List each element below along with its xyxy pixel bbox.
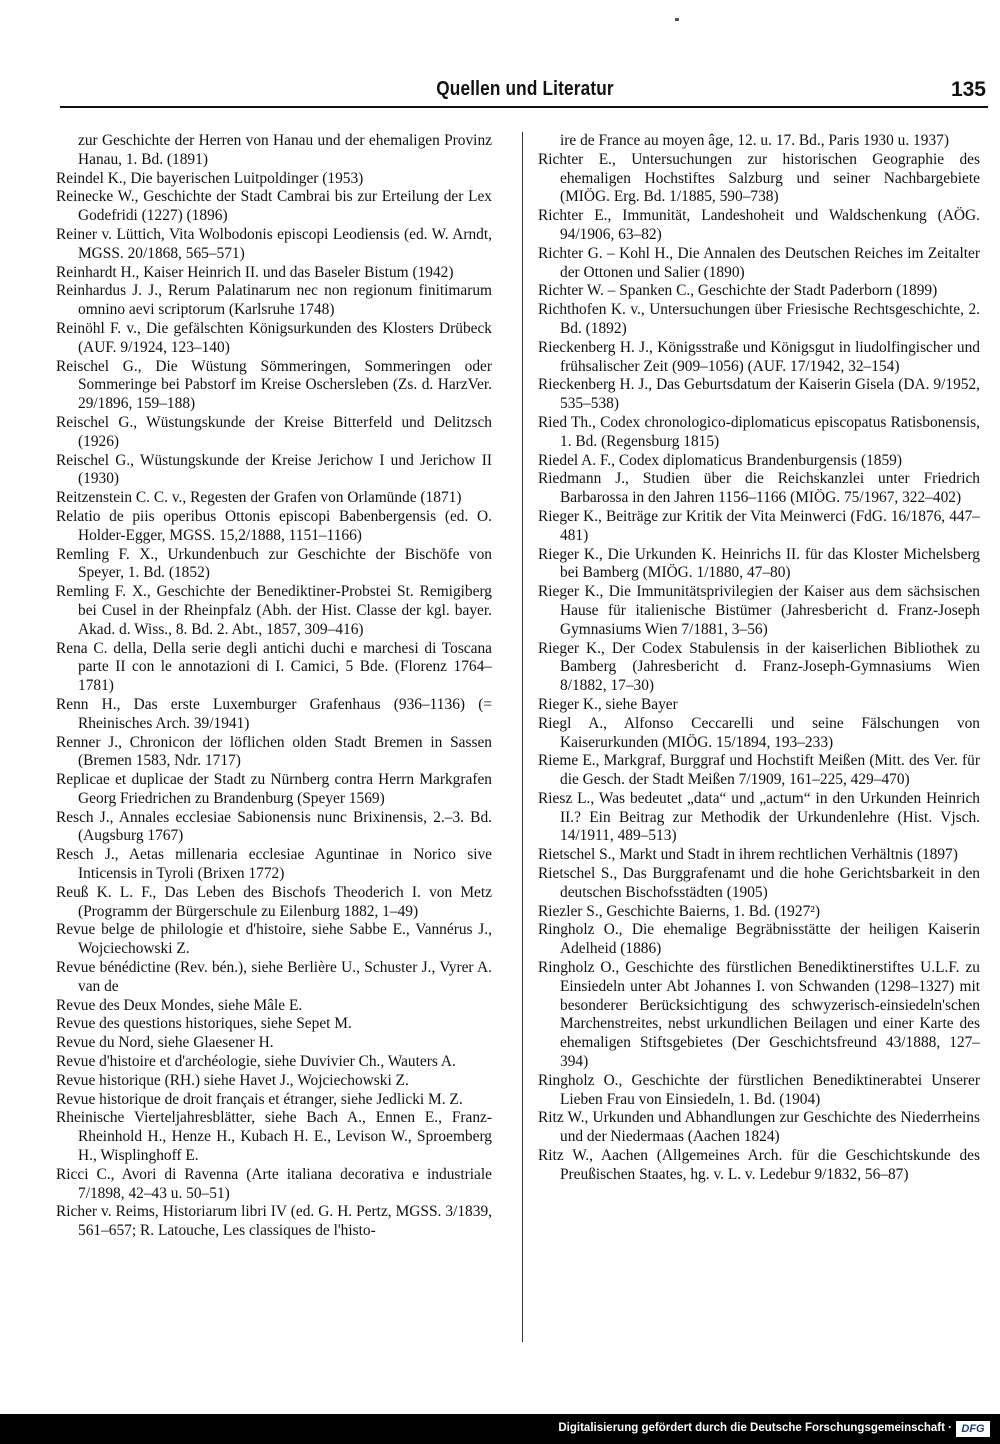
column-divider [522, 132, 523, 1342]
bibliography-entry: Revue du Nord, siehe Glaesener H. [56, 1034, 274, 1052]
bibliography-entry: Revue des questions historiques, siehe Sepet M. [56, 1015, 352, 1033]
bibliography-entry: Resch J., Aetas millenaria ecclesiae Aguntinae in Norico sive Inticensis in Tyroli (Brixen 1772) [56, 846, 492, 883]
bibliography-entry: Replicae et duplicae der Stadt zu Nürnberg contra Herrn Markgrafen Georg Friedrichen zu Brandenburg (Speyer 1569) [56, 771, 492, 807]
bibliography-entry: Rietschel S., Das Burggrafenamt und die hohe Gerichtsbarkeit in den deutschen Bischofsstädten (1905) [538, 865, 980, 901]
running-header [62, 78, 988, 106]
left-column [56, 132, 492, 1241]
bibliography-entry: Riedel A. F., Codex diplomaticus Brandenburgensis (1859) [538, 451, 902, 469]
bibliography-entry: Resch J., Annales ecclesiae Sabionensis nunc Brixinensis, 2.–3. Bd. (Augsburg 1767) [56, 808, 492, 845]
bibliography-entry: Reiner v. Lüttich, Vita Wolbodonis episcopi Leodiensis (ed. W. Arndt, MGSS. 20/1868, 565–571) [56, 225, 492, 262]
bibliography-entry: Reischel G., Wüstungskunde der Kreise Jerichow I und Jerichow II (1930) [56, 451, 492, 488]
bibliography-entry: Ringholz O., Geschichte der fürstlichen Benediktinerabtei Unserer Lieben Frau von Einsiedeln, 1. Bd. (1904) [538, 1071, 980, 1108]
bibliography-entry: Reischel G., Wüstungskunde der Kreise Bitterfeld und Delitzsch (1926) [56, 413, 492, 450]
bibliography-entry: Remling F. X., Urkundenbuch zur Geschichte der Bischöfe von Speyer, 1. Bd. (1852) [56, 545, 492, 582]
bibliography-entry: Rieger K., Der Codex Stabulensis in der kaiserlichen Bibliothek zu Bamberg (Jahresbericht d. Franz-Joseph-Gymnasiums Wien 8/1882, 17–30) [538, 639, 980, 695]
bibliography-entry: Richter W. – Spanken C., Geschichte der Stadt Paderborn (1899) [538, 282, 938, 300]
bibliography-entry: Rieger K., Die Immunitätsprivilegien der Kaiser aus dem sächsischen Hause für italienische Bistümer (Jahresbericht d. Franz-Joseph Gymnasiums Wien 7/1881, 3–56) [538, 583, 980, 638]
bibliography-entry: Rheinische Vierteljahresblätter, siehe Bach A., Ennen E., Franz-Rheinhold H., Henze H., Kubach H. E., Levison W., Sproemberg H., Wisplinghoff E. [56, 1109, 492, 1165]
bibliography-entry-continued: ire de France au moyen âge, 12. u. 17. Bd., Paris 1930 u. 1937) [560, 132, 949, 149]
bibliography-entry: Riezler S., Geschichte Baierns, 1. Bd. (1927²) [538, 902, 821, 920]
bibliography-entry: Revue historique de droit français et étranger, siehe Jedlicki M. Z. [56, 1090, 463, 1108]
scan-speck [675, 18, 679, 21]
bibliography-entry: Rena C. della, Della serie degli antichi duchi e marchesi di Toscana parte II con le annotazioni di I. Camici, 5 Bde. (Florenz 1764–1781) [56, 639, 492, 695]
bibliography-entry: Ringholz O., Geschichte des fürstlichen Benediktinerstiftes U.L.F. zu Einsiedeln unter Abt Johannes I. von Schwanden (1298–1327) mit besonderer Berücksichtigung des schwyzerisch-einsiedeln'schen Marchenstreites, nebst urkundlichen Beilagen und einer Karte des ehemaligen Stiftsgebietes (Der Geschichtsfreund 43/1888, 127–394) [538, 959, 980, 1071]
bibliography-entry: Revue des Deux Mondes, siehe Mâle E. [56, 996, 303, 1014]
bibliography-entry: Reischel G., Die Wüstung Sömmeringen, Sommeringen oder Sommeringe bei Pabstorf im Kreise Oschersleben (Zs. d. HarzVer. 29/1896, 159–188) [56, 357, 492, 413]
bibliography-entry: Riedmann J., Studien über die Reichskanzlei unter Friedrich Barbarossa in den Jahren 1156–1166 (MIÖG. 75/1967, 322–402) [538, 470, 980, 507]
dfg-logo: DFG [956, 1421, 990, 1437]
bibliography-entry: Ringholz O., Die ehemalige Begräbnisstätte der heiligen Kaiserin Adelheid (1886) [538, 921, 980, 958]
bibliography-entry: Reuß K. L. F., Das Leben des Bischofs Theoderich I. von Metz (Programm der Bürgerschule zu Eilenburg 1882, 1–49) [56, 883, 492, 920]
bibliography-entry: Revue historique (RH.) siehe Havet J., Wojciechowski Z. [56, 1071, 409, 1089]
bibliography-entry: Rieckenberg H. J., Das Geburtsdatum der Kaiserin Gisela (DA. 9/1952, 535–538) [538, 376, 980, 413]
bibliography-entry: Rieger K., siehe Bayer [538, 695, 678, 713]
page-title: Quellen und Literatur [436, 78, 614, 100]
bibliography-entry: Reinhardt H., Kaiser Heinrich II. und das Baseler Bistum (1942) [56, 263, 454, 281]
bibliography-entry: Ried Th., Codex chronologico-diplomaticus episcopatus Ratisbonensis, 1. Bd. (Regensburg 1815) [538, 413, 980, 450]
bibliography-entry: Rieckenberg H. J., Königsstraße und Königsgut in liudolfingischer und frühsalischer Zeit (909–1056) (AUF. 17/1942, 32–154) [538, 338, 980, 375]
bibliography-entry: Ricci C., Avori di Ravenna (Arte italiana decorativa e industriale 7/1898, 42–43 u. 50–51) [56, 1165, 492, 1202]
bibliography-entry: Richter E., Immunität, Landeshoheit und Waldschenkung (AÖG. 94/1906, 63–82) [538, 207, 980, 243]
funding-note: Digitalisierung gefördert durch die Deutsche Forschungsgemeinschaft · [558, 1422, 952, 1434]
bibliography-entry: Renn H., Das erste Luxemburger Grafenhaus (936–1136) (= Rheinisches Arch. 39/1941) [56, 695, 492, 732]
bibliography-entry: Remling F. X., Geschichte der Benediktiner-Probstei St. Remigiberg bei Cusel in der Rheinpfalz (Abh. der Hist. Classe der kgl. bayer. Akad. d. Wiss., 8. Bd. 2. Abt., 1857, 309–416) [56, 583, 492, 638]
bibliography-entry: Reindel K., Die bayerischen Luitpoldinger (1953) [56, 169, 364, 187]
bibliography-entry: Rietschel S., Markt und Stadt in ihrem rechtlichen Verhältnis (1897) [538, 846, 958, 864]
footer-bar [0, 1414, 1000, 1444]
bibliography-entry: Reitzenstein C. C. v., Regesten der Grafen von Orlamünde (1871) [56, 489, 462, 507]
bibliography-entry: Reinecke W., Geschichte der Stadt Cambrai bis zur Erteilung der Lex Godefridi (1227) (1896) [56, 188, 492, 225]
bibliography-entry: Revue bénédictine (Rev. bén.), siehe Berlière U., Schuster J., Vyrer A. van de [56, 959, 492, 995]
bibliography-entry: Relatio de piis operibus Ottonis episcopi Babenbergensis (ed. O. Holder-Egger, MGSS. 15,2/1888, 1151–1166) [56, 507, 492, 544]
bibliography-entry: Reinöhl F. v., Die gefälschten Königsurkunden des Klosters Drübeck (AUF. 9/1924, 123–140) [56, 319, 492, 356]
bibliography-entry: Reinhardus J. J., Rerum Palatinarum nec non regionum finitimarum omnino aevi scriptorum (Karlsruhe 1748) [56, 282, 492, 319]
bibliography-entry: Richter G. – Kohl H., Die Annalen des Deutschen Reiches im Zeitalter der Ottonen und Salier (1890) [538, 244, 980, 281]
bibliography-entry-continued: zur Geschichte der Herren von Hanau und der ehemaligen Provinz Hanau, 1. Bd. (1891) [78, 132, 492, 168]
bibliography-entry: Richer v. Reims, Historiarum libri IV (ed. G. H. Pertz, MGSS. 3/1839, 561–657; R. Latouche, Les classiques de l'histo- [56, 1203, 492, 1240]
bibliography-entry: Renner J., Chronicon der löflichen olden Stadt Bremen in Sassen (Bremen 1583, Ndr. 1717) [56, 733, 492, 770]
bibliography-entry: Riegl A., Alfonso Ceccarelli und seine Fälschungen von Kaiserurkunden (MIÖG. 15/1894, 193–233) [538, 714, 980, 751]
bibliography-entry: Rieger K., Beiträge zur Kritik der Vita Meinwerci (FdG. 16/1876, 447–481) [538, 507, 980, 544]
bibliography-entry: Richthofen K. v., Untersuchungen über Friesische Rechtsgeschichte, 2. Bd. (1892) [538, 301, 980, 337]
bibliography-entry: Riesz L., Was bedeutet „data“ und „actum“ in den Urkunden Heinrich II.? Ein Beitrag zur Methodik der Urkundenlehre (Hist. Vjsch. 14/1911, 489–513) [538, 789, 980, 845]
bibliography-entry: Richter E., Untersuchungen zur historischen Geographie des ehemaligen Hochstiftes Salzburg und seiner Nachbargebiete (MIÖG. Erg. Bd. 1/1885, 590–738) [538, 150, 980, 206]
header-rule [60, 106, 988, 108]
bibliography-entry: Rieme E., Markgraf, Burggraf und Hochstift Meißen (Mitt. des Ver. für die Gesch. der Stadt Meißen 7/1909, 161–225, 429–470) [538, 752, 980, 789]
bibliography-entry: Revue d'histoire et d'archéologie, siehe Duvivier Ch., Wauters A. [56, 1053, 456, 1071]
right-column [538, 132, 980, 1185]
bibliography-entry: Revue belge de philologie et d'histoire, siehe Sabbe E., Vannérus J., Wojciechowski Z. [56, 921, 492, 958]
bibliography-entry: Rieger K., Die Urkunden K. Heinrichs II. für das Kloster Michelsberg bei Bamberg (MIÖG. 1/1880, 47–80) [538, 545, 980, 582]
bibliography-entry: Ritz W., Urkunden und Abhandlungen zur Geschichte des Niederrheins und der Niedermaas (Aachen 1824) [538, 1109, 980, 1146]
page-number: 135 [950, 78, 986, 101]
bibliography-entry: Ritz W., Aachen (Allgemeines Arch. für die Geschichtskunde des Preußischen Staates, hg. v. L. v. Ledebur 9/1832, 56–87) [538, 1147, 980, 1183]
